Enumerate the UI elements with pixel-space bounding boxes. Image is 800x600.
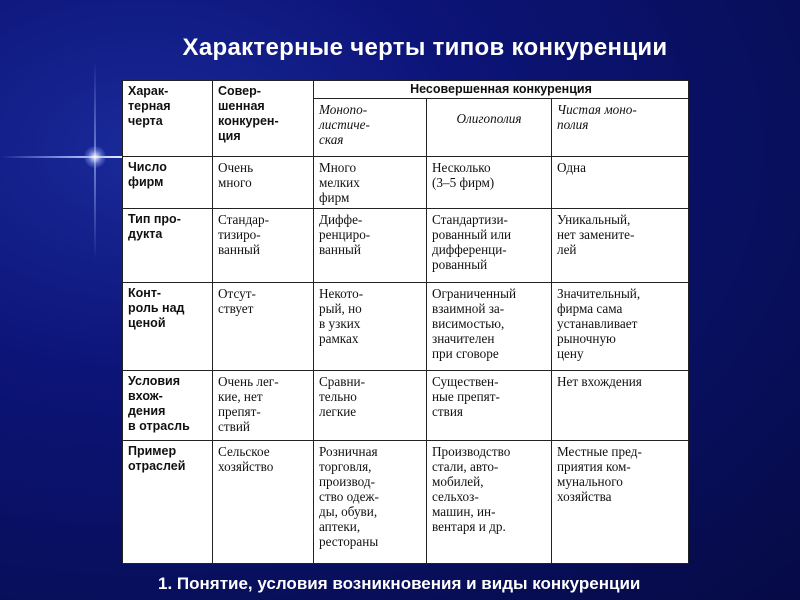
table-row xyxy=(123,209,689,283)
table-cell: Ограниченный взаимной за- висимостью, значителен при сговоре xyxy=(427,283,552,371)
row-feature-label: Пример отраслей xyxy=(123,441,213,564)
table-cell: Уникальный, нет замените- лей xyxy=(552,209,689,283)
table-cell: Стандартизи- рованный или дифференци- рованный xyxy=(427,209,552,283)
competition-types-table xyxy=(122,80,689,564)
table-cell: Сравни- тельно легкие xyxy=(314,371,427,441)
table-cell: Отсут- ствует xyxy=(213,283,314,371)
table-cell: Значительный, фирма сама устанавливает рыночную цену xyxy=(552,283,689,371)
header-oligopoly: Олигополия xyxy=(427,99,552,157)
table-cell: Розничная торговля, производ- ство одеж- ды, обуви, аптеки, рестораны xyxy=(314,441,427,564)
table-cell: Существен- ные препят- ствия xyxy=(427,371,552,441)
table-cell: Очень лег- кие, нет препят- ствий xyxy=(213,371,314,441)
row-feature-label: Условия вхож- дения в отрасль xyxy=(123,371,213,441)
slide-footer: 1. Понятие, условия возникновения и виды конкуренции xyxy=(158,574,641,593)
table-cell: Сельское хозяйство xyxy=(213,441,314,564)
decorative-glow-horizontal xyxy=(0,156,130,158)
table-row xyxy=(123,283,689,371)
table-cell: Некото- рый, но в узких рамках xyxy=(314,283,427,371)
header-feature: Харак- терная черта xyxy=(123,81,213,157)
header-pure-monopoly: Чистая моно- полия xyxy=(552,99,689,157)
table-cell: Одна xyxy=(552,157,689,209)
table-cell: Диффе- ренциро- ванный xyxy=(314,209,427,283)
table-cell: Очень много xyxy=(213,157,314,209)
row-feature-label: Число фирм xyxy=(123,157,213,209)
row-feature-label: Тип про- дукта xyxy=(123,209,213,283)
table-cell: Стандар- тизиро- ванный xyxy=(213,209,314,283)
competition-table-container xyxy=(122,80,689,564)
table-cell: Производство стали, авто- мобилей, сельхоз- машин, ин- вентаря и др. xyxy=(427,441,552,564)
header-monopolistic: Монопо- листиче- ская xyxy=(314,99,427,157)
decorative-glow-star xyxy=(84,146,106,168)
table-cell: Много мелких фирм xyxy=(314,157,427,209)
table-row xyxy=(123,441,689,564)
header-perfect-competition: Совер- шенная конкурен- ция xyxy=(213,81,314,157)
table-cell: Несколько (3–5 фирм) xyxy=(427,157,552,209)
table-row xyxy=(123,371,689,441)
header-imperfect-competition: Несовершенная конкуренция xyxy=(314,81,689,99)
table-cell: Местные пред- приятия ком- мунального хозяйства xyxy=(552,441,689,564)
table-cell: Нет вхождения xyxy=(552,371,689,441)
table-row xyxy=(123,157,689,209)
slide-title: Характерные черты типов конкуренции xyxy=(182,34,668,61)
row-feature-label: Конт- роль над ценой xyxy=(123,283,213,371)
